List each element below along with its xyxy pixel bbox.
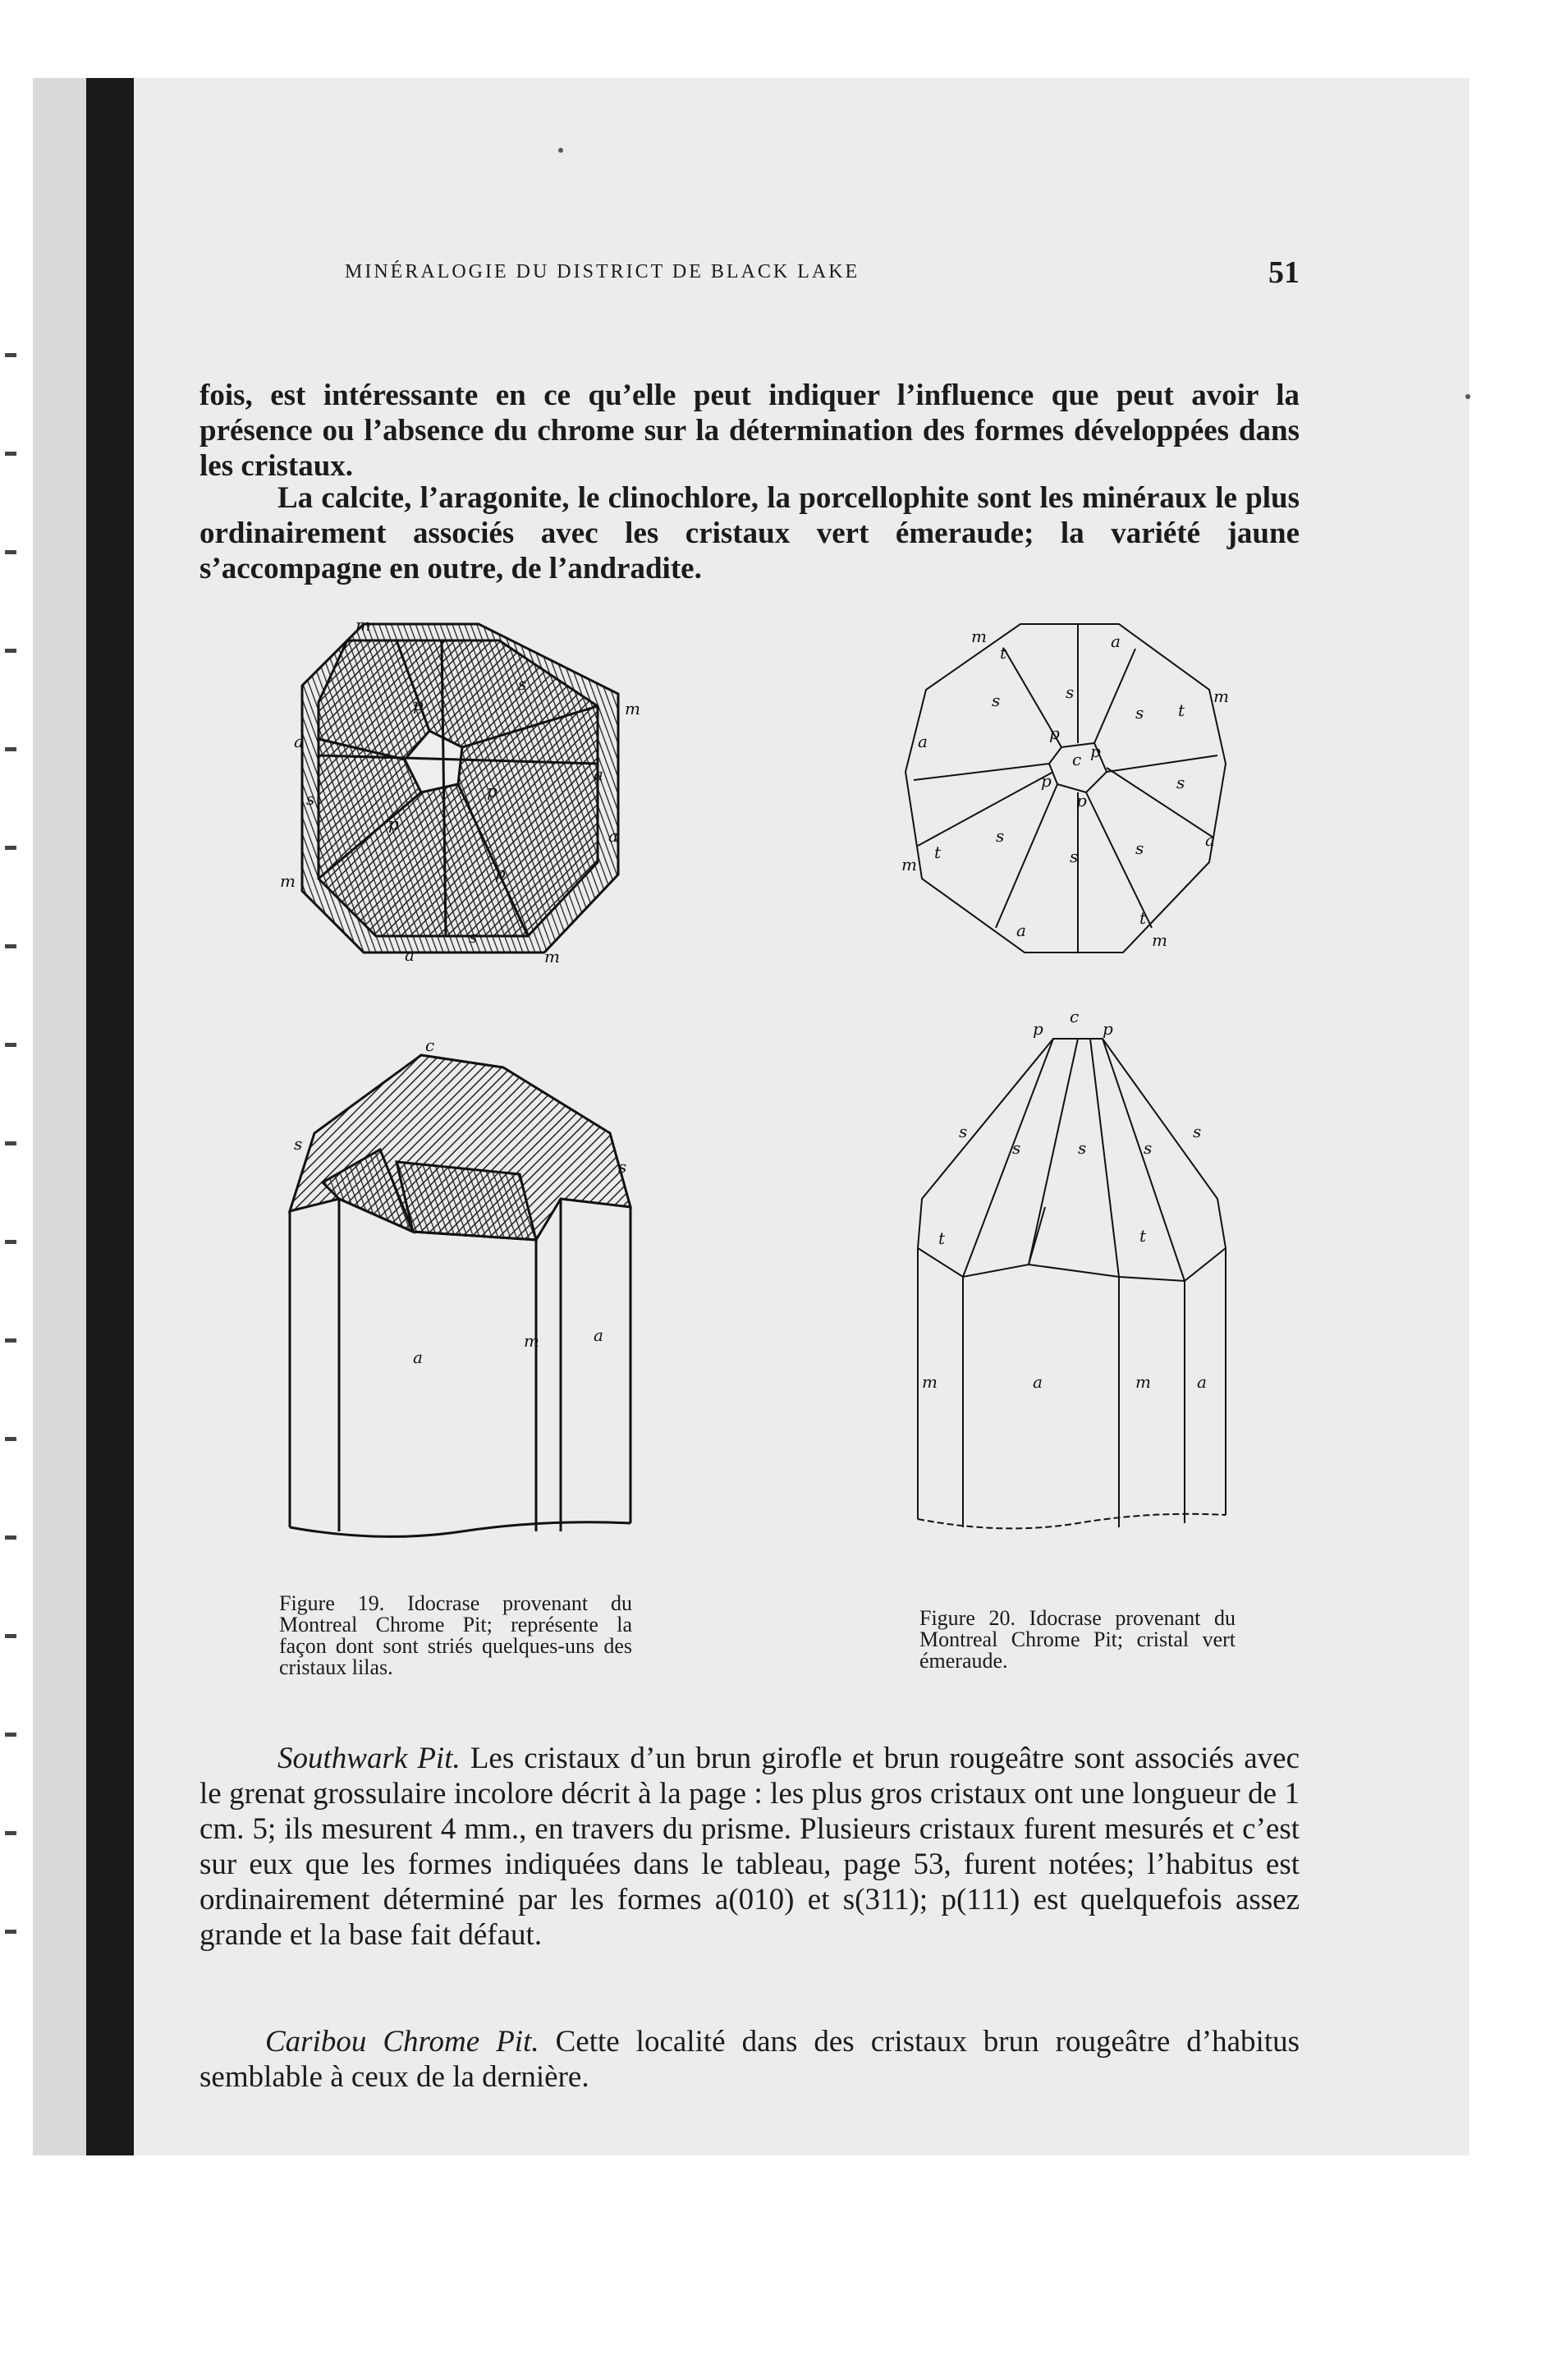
- caribou-text: Cette localité dans des cristaux brun rougeâtre d’habitus semblable à ceux de la dernière.: [199, 2025, 1300, 2094]
- fig20-label: a: [1016, 920, 1026, 940]
- fig19-label: m: [625, 699, 640, 718]
- fig20-label: m: [1213, 686, 1229, 706]
- page-number: 51: [1268, 255, 1300, 290]
- figure-20-top-labels: [901, 627, 1229, 950]
- fig20-label: a: [1205, 830, 1215, 850]
- paragraph-caribou: [199, 2024, 1300, 2095]
- fig20-label: m: [1152, 930, 1167, 950]
- crystal-figures: [134, 608, 1469, 1568]
- fig20-side-label: m: [1135, 1372, 1151, 1392]
- fig20-label: t: [1139, 908, 1147, 928]
- paragraph-intro: fois, est intéressante en ce qu’elle peut indiquer l’influence que peut avoir la présence ou l’absence du chrome sur la détermination des formes développées dans les cristaux.: [199, 379, 1300, 483]
- fig20-label: m: [901, 855, 917, 874]
- paragraph-southwark: [199, 1741, 1300, 1953]
- figure-19-side-view: [290, 1055, 630, 1536]
- fig20-side-label: t: [938, 1228, 946, 1248]
- fig20-side-label: c: [1070, 1007, 1080, 1026]
- southwark-text: Les cristaux d’un brun girofle et brun rougeâtre sont associés avec le grenat grossulaire incolore décrit à la page : les plus gros cristaux ont une longueur de 1 cm. 5; ils mesurent 4 mm., en travers du prisme. Plusieurs cristaux furent mesurés et c’est sur eux que les formes indiquées dans le tableau, page 53, furent notées; l’habitus est ordinairement déterminé par les formes a(010) et s(311); p(111) est quelquefois assez grande et la base fait défaut.: [199, 1742, 1300, 1952]
- fig19-label: s: [306, 789, 315, 809]
- fig20-side-label: p: [1033, 1019, 1043, 1039]
- fig19-label: s: [518, 674, 527, 694]
- book-spine-shadow: [33, 78, 86, 2155]
- fig20-label: s: [1066, 682, 1075, 702]
- fig19-label: m: [280, 871, 296, 891]
- fig19-label: p: [413, 695, 424, 714]
- fig20-label: s: [1135, 703, 1144, 723]
- fig20-label: s: [996, 826, 1005, 846]
- scan-margin-top: [0, 0, 1568, 57]
- book-spine: [86, 78, 134, 2155]
- fig20-side-label: a: [1033, 1372, 1043, 1392]
- fig19-label: m: [355, 615, 371, 635]
- fig20-side-label: m: [922, 1372, 938, 1392]
- fig20-label: s: [1070, 847, 1079, 866]
- southwark-title: Southwark Pit.: [277, 1742, 461, 1775]
- fig19-label: a: [294, 732, 304, 751]
- figure-20-side-labels: [922, 1007, 1207, 1392]
- scan-edge-marks: [0, 353, 25, 1995]
- running-head: MINÉRALOGIE DU DISTRICT DE BLACK LAKE: [345, 261, 860, 282]
- paragraph-associated-minerals: La calcite, l’aragonite, le clinochlore, la porcellophite sont les minéraux le plus ordinairement associés avec les cristaux vert émeraude; la variété jaune s’accompagne en outre, de l’andradite.: [199, 481, 1300, 585]
- fig20-label: p: [1090, 741, 1101, 761]
- fig19-label: p: [495, 863, 506, 883]
- fig19-side-label: s: [294, 1134, 303, 1154]
- fig20-label: m: [971, 627, 987, 646]
- fig19-label: a: [405, 945, 415, 965]
- fig20-side-label: s: [959, 1122, 968, 1141]
- fig19-label: a: [608, 826, 618, 846]
- fig19-label: p: [388, 814, 399, 833]
- fig19-label: p: [487, 781, 497, 801]
- fig20-label: c: [1072, 750, 1082, 769]
- scan-speck: [558, 148, 563, 153]
- figure-20-caption: Figure 20. Idocrase provenant du Montreal Chrome Pit; cristal vert émeraude.: [919, 1606, 1236, 1673]
- fig19-label: m: [544, 947, 560, 966]
- scan-margin-bottom: [0, 2209, 1568, 2364]
- fig20-label: a: [1111, 631, 1121, 651]
- fig20-label: t: [1178, 700, 1185, 720]
- figure-20-side-view: [918, 1039, 1226, 1528]
- fig20-label: s: [1176, 773, 1185, 792]
- fig19-label: a: [594, 764, 603, 784]
- fig20-label: p: [1049, 723, 1060, 743]
- scan-margin-right: [1469, 0, 1568, 2364]
- fig20-label: p: [1076, 791, 1087, 810]
- fig20-side-label: s: [1078, 1138, 1087, 1158]
- fig20-side-label: s: [1012, 1138, 1021, 1158]
- figure-19-caption: Figure 19. Idocrase provenant du Montreal Chrome Pit; représente la façon dont sont striés quelques-uns des cristaux lilas.: [279, 1591, 632, 1679]
- fig20-label: s: [992, 691, 1001, 710]
- fig20-side-label: p: [1103, 1019, 1113, 1039]
- fig19-side-label: a: [413, 1347, 423, 1367]
- fig20-side-label: t: [1139, 1226, 1147, 1246]
- fig20-label: p: [1041, 771, 1052, 791]
- fig19-side-label: a: [594, 1325, 603, 1345]
- caribou-title: Caribou Chrome Pit.: [265, 2025, 539, 2059]
- fig19-label: s: [469, 927, 478, 947]
- fig19-side-label: c: [425, 1035, 435, 1055]
- fig20-label: s: [1135, 838, 1144, 858]
- fig20-label: t: [1000, 643, 1007, 663]
- scan-speck: [1465, 394, 1470, 399]
- fig19-side-label: s: [618, 1157, 627, 1177]
- fig20-label: a: [918, 732, 928, 751]
- fig19-side-label: m: [524, 1331, 539, 1351]
- fig20-label: t: [934, 842, 942, 862]
- fig20-side-label: s: [1193, 1122, 1202, 1141]
- fig20-side-label: a: [1197, 1372, 1207, 1392]
- fig20-side-label: s: [1144, 1138, 1153, 1158]
- figure-19-top-view: [302, 624, 618, 952]
